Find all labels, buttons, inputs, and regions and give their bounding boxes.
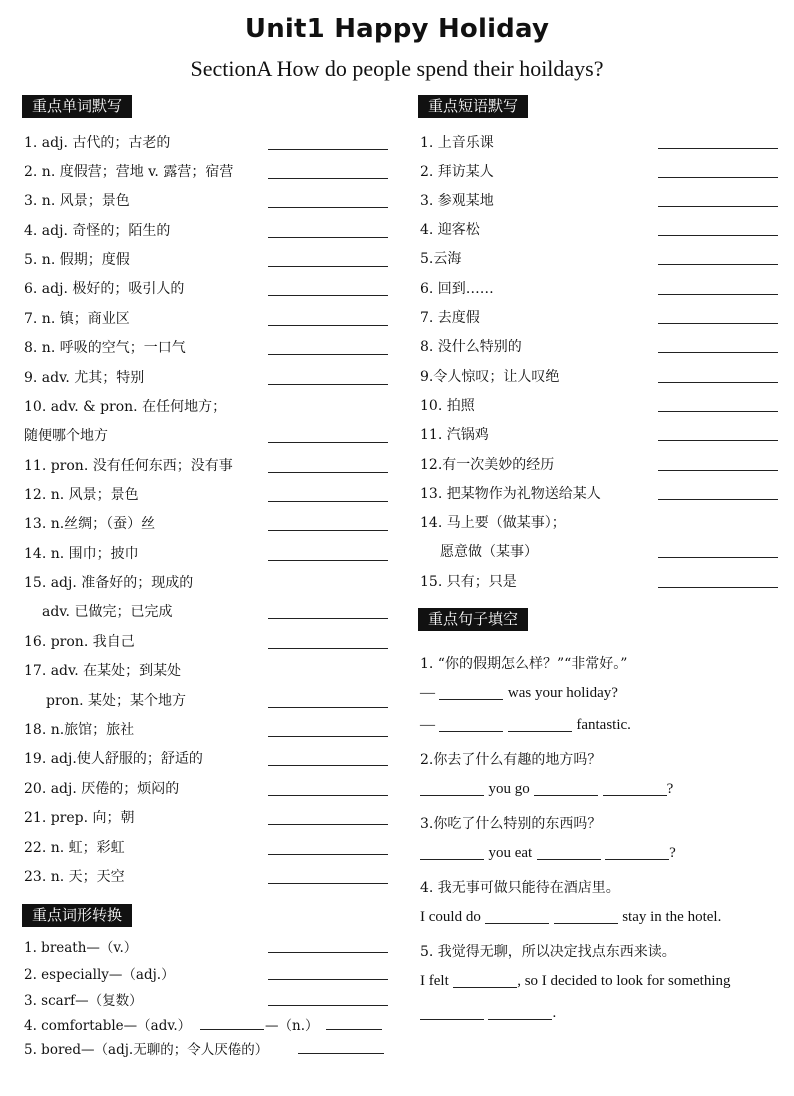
word-item: 6. adj. 极好的；吸引人的 bbox=[24, 281, 185, 297]
answer-blank[interactable] bbox=[537, 845, 601, 860]
answer-blank[interactable] bbox=[268, 979, 388, 980]
sentence-prompt: 5. 我觉得无聊，所以决定找点东西来读。 bbox=[420, 944, 676, 960]
answer-blank[interactable] bbox=[439, 717, 503, 732]
answer-blank[interactable] bbox=[420, 845, 484, 860]
answer-blank[interactable] bbox=[554, 909, 618, 924]
word-item-continued: adv. 已做完；已完成 bbox=[42, 604, 173, 620]
answer-blank[interactable] bbox=[268, 648, 388, 649]
word-item: 21. prep. 向；朝 bbox=[24, 810, 135, 826]
page-subtitle: SectionA How do people spend their hoildays? bbox=[190, 56, 604, 81]
section-header-words: 重点单词默写 bbox=[22, 95, 132, 118]
answer-blank[interactable] bbox=[268, 530, 388, 531]
answer-blank[interactable] bbox=[658, 470, 778, 471]
sentence-text: was your holiday? bbox=[507, 685, 618, 701]
answer-blank[interactable] bbox=[298, 1053, 384, 1054]
phrase-item: 6. 回到…… bbox=[420, 281, 494, 297]
sentence-fill bbox=[420, 973, 730, 990]
phrase-item: 1. 上音乐课 bbox=[420, 135, 494, 151]
word-item: 20. adj. 厌倦的；烦闷的 bbox=[24, 781, 180, 797]
answer-blank[interactable] bbox=[439, 685, 503, 700]
answer-blank[interactable] bbox=[658, 499, 778, 500]
sentence-prompt: 2.你去了什么有趣的地方吗？ bbox=[420, 752, 602, 768]
sentence-fill bbox=[420, 685, 618, 702]
sentence-fill bbox=[420, 1005, 556, 1022]
word-item: 18. n.旅馆；旅社 bbox=[24, 722, 135, 738]
sentence-fill bbox=[420, 717, 631, 734]
word-item: 15. adj. 准备好的；现成的 bbox=[24, 575, 194, 591]
word-item: 4. adj. 奇怪的；陌生的 bbox=[24, 223, 171, 239]
answer-blank[interactable] bbox=[658, 206, 778, 207]
answer-blank[interactable] bbox=[268, 560, 388, 561]
dash: — bbox=[420, 685, 435, 701]
sentence-prompt: 1. “你的假期怎么样？”“非常好。” bbox=[420, 656, 628, 672]
word-item: 3. n. 风景；景色 bbox=[24, 193, 130, 209]
answer-blank[interactable] bbox=[326, 1029, 382, 1030]
sentence-prompt: 4. 我无事可做只能待在酒店里。 bbox=[420, 880, 620, 896]
answer-blank[interactable] bbox=[605, 845, 669, 860]
answer-blank[interactable] bbox=[268, 237, 388, 238]
answer-blank[interactable] bbox=[453, 973, 517, 988]
phrase-item: 11. 汽锅鸡 bbox=[420, 427, 489, 443]
answer-blank[interactable] bbox=[534, 781, 598, 796]
word-item: 19. adj.使人舒服的；舒适的 bbox=[24, 751, 203, 767]
word-item-continued: 随便哪个地方 bbox=[24, 428, 108, 444]
phrase-item: 4. 迎客松 bbox=[420, 222, 480, 238]
phrase-item: 12.有一次美妙的经历 bbox=[420, 457, 555, 473]
phrase-item: 3. 参观某地 bbox=[420, 193, 494, 209]
answer-blank[interactable] bbox=[658, 587, 778, 588]
phrase-item: 5.云海 bbox=[420, 251, 462, 267]
word-item: 2. n. 度假营；营地 v. 露营；宿营 bbox=[24, 164, 234, 180]
period: . bbox=[552, 1005, 557, 1021]
answer-blank[interactable] bbox=[268, 295, 388, 296]
answer-blank[interactable] bbox=[658, 411, 778, 412]
section-header-phrases: 重点短语默写 bbox=[418, 95, 528, 118]
question-mark: ? bbox=[669, 845, 676, 861]
sentence-text: you eat bbox=[488, 845, 533, 861]
answer-blank[interactable] bbox=[658, 557, 778, 558]
answer-blank[interactable] bbox=[268, 472, 388, 473]
sentence-text: I felt bbox=[420, 973, 449, 989]
word-item: 5. n. 假期；度假 bbox=[24, 252, 130, 268]
word-item: 8. n. 呼吸的空气；一口气 bbox=[24, 340, 186, 356]
answer-blank[interactable] bbox=[268, 384, 388, 385]
phrase-item: 8. 没什么特别的 bbox=[420, 339, 522, 355]
answer-blank[interactable] bbox=[268, 854, 388, 855]
answer-blank[interactable] bbox=[658, 323, 778, 324]
word-item-continued: pron. 某处；某个地方 bbox=[46, 693, 186, 709]
phrase-item: 14. 马上要（做某事）； bbox=[420, 515, 566, 531]
sentence-text: you go bbox=[488, 781, 530, 797]
form-item: 2. especially—（adj.） bbox=[24, 967, 175, 983]
answer-blank[interactable] bbox=[658, 264, 778, 265]
answer-blank[interactable] bbox=[658, 148, 778, 149]
phrase-item: 10. 拍照 bbox=[420, 398, 475, 414]
answer-blank[interactable] bbox=[268, 354, 388, 355]
answer-blank[interactable] bbox=[268, 178, 388, 179]
answer-blank[interactable] bbox=[268, 618, 388, 619]
dash: — bbox=[420, 717, 435, 733]
answer-blank[interactable] bbox=[420, 1005, 484, 1020]
word-item: 7. n. 镇；商业区 bbox=[24, 311, 130, 327]
answer-blank[interactable] bbox=[268, 795, 388, 796]
answer-blank[interactable] bbox=[268, 824, 388, 825]
section-header-sentences: 重点句子填空 bbox=[418, 608, 528, 631]
sentence-text: , so I decided to look for something bbox=[517, 973, 731, 989]
answer-blank[interactable] bbox=[268, 149, 388, 150]
form-item: 5. bored—（adj.无聊的；令人厌倦的） bbox=[24, 1042, 269, 1058]
sentence-text: stay in the hotel. bbox=[622, 909, 722, 925]
answer-blank[interactable] bbox=[268, 501, 388, 502]
form-item-continued: —（n.） bbox=[265, 1018, 319, 1034]
answer-blank[interactable] bbox=[268, 952, 388, 953]
sentence-fill bbox=[420, 845, 676, 862]
sentence-fill bbox=[420, 781, 673, 798]
answer-blank[interactable] bbox=[658, 382, 778, 383]
word-item: 12. n. 风景；景色 bbox=[24, 487, 139, 503]
word-item: 22. n. 虹；彩虹 bbox=[24, 840, 125, 856]
answer-blank[interactable] bbox=[200, 1029, 264, 1030]
answer-blank[interactable] bbox=[268, 207, 388, 208]
word-item: 1. adj. 古代的；古老的 bbox=[24, 135, 171, 151]
answer-blank[interactable] bbox=[658, 294, 778, 295]
phrase-item: 15. 只有；只是 bbox=[420, 574, 517, 590]
word-item: 14. n. 围巾；披巾 bbox=[24, 546, 139, 562]
phrase-item: 13. 把某物作为礼物送给某人 bbox=[420, 486, 601, 502]
page-title: Unit1 Happy Holiday bbox=[244, 14, 550, 44]
word-item: 9. adv. 尤其；特别 bbox=[24, 370, 145, 386]
phrase-item: 2. 拜访某人 bbox=[420, 164, 494, 180]
answer-blank[interactable] bbox=[268, 266, 388, 267]
phrase-item-continued: 愿意做（某事） bbox=[440, 544, 538, 560]
answer-blank[interactable] bbox=[485, 909, 549, 924]
word-item: 11. pron. 没有任何东西；没有事 bbox=[24, 458, 233, 474]
answer-blank[interactable] bbox=[658, 177, 778, 178]
form-item: 1. breath—（v.） bbox=[24, 940, 138, 956]
answer-blank[interactable] bbox=[268, 1005, 388, 1006]
section-header-forms: 重点词形转换 bbox=[22, 904, 132, 927]
word-item: 13. n.丝绸；（蚕）丝 bbox=[24, 516, 156, 532]
answer-blank[interactable] bbox=[603, 781, 667, 796]
word-item: 17. adv. 在某处；到某处 bbox=[24, 663, 182, 679]
answer-blank[interactable] bbox=[508, 717, 572, 732]
answer-blank[interactable] bbox=[268, 765, 388, 766]
answer-blank[interactable] bbox=[420, 781, 484, 796]
word-item: 10. adv. & pron. 在任何地方； bbox=[24, 399, 227, 415]
answer-blank[interactable] bbox=[658, 352, 778, 353]
answer-blank[interactable] bbox=[268, 325, 388, 326]
sentence-fill bbox=[420, 909, 721, 926]
sentence-text: fantastic. bbox=[576, 717, 631, 733]
answer-blank[interactable] bbox=[268, 736, 388, 737]
answer-blank[interactable] bbox=[658, 440, 778, 441]
answer-blank[interactable] bbox=[268, 883, 388, 884]
phrase-item: 7. 去度假 bbox=[420, 310, 480, 326]
answer-blank[interactable] bbox=[268, 707, 388, 708]
sentence-prompt: 3.你吃了什么特别的东西吗？ bbox=[420, 816, 602, 832]
answer-blank[interactable] bbox=[268, 442, 388, 443]
word-item: 23. n. 天；天空 bbox=[24, 869, 125, 885]
question-mark: ? bbox=[666, 781, 674, 797]
word-item: 16. pron. 我自己 bbox=[24, 634, 135, 650]
answer-blank[interactable] bbox=[658, 235, 778, 236]
answer-blank[interactable] bbox=[488, 1005, 552, 1020]
form-item: 3. scarf—（复数） bbox=[24, 993, 143, 1009]
form-item: 4. comfortable—（adv.） bbox=[24, 1018, 192, 1034]
phrase-item: 9.令人惊叹；让人叹绝 bbox=[420, 369, 560, 385]
sentence-text: I could do bbox=[420, 909, 481, 925]
